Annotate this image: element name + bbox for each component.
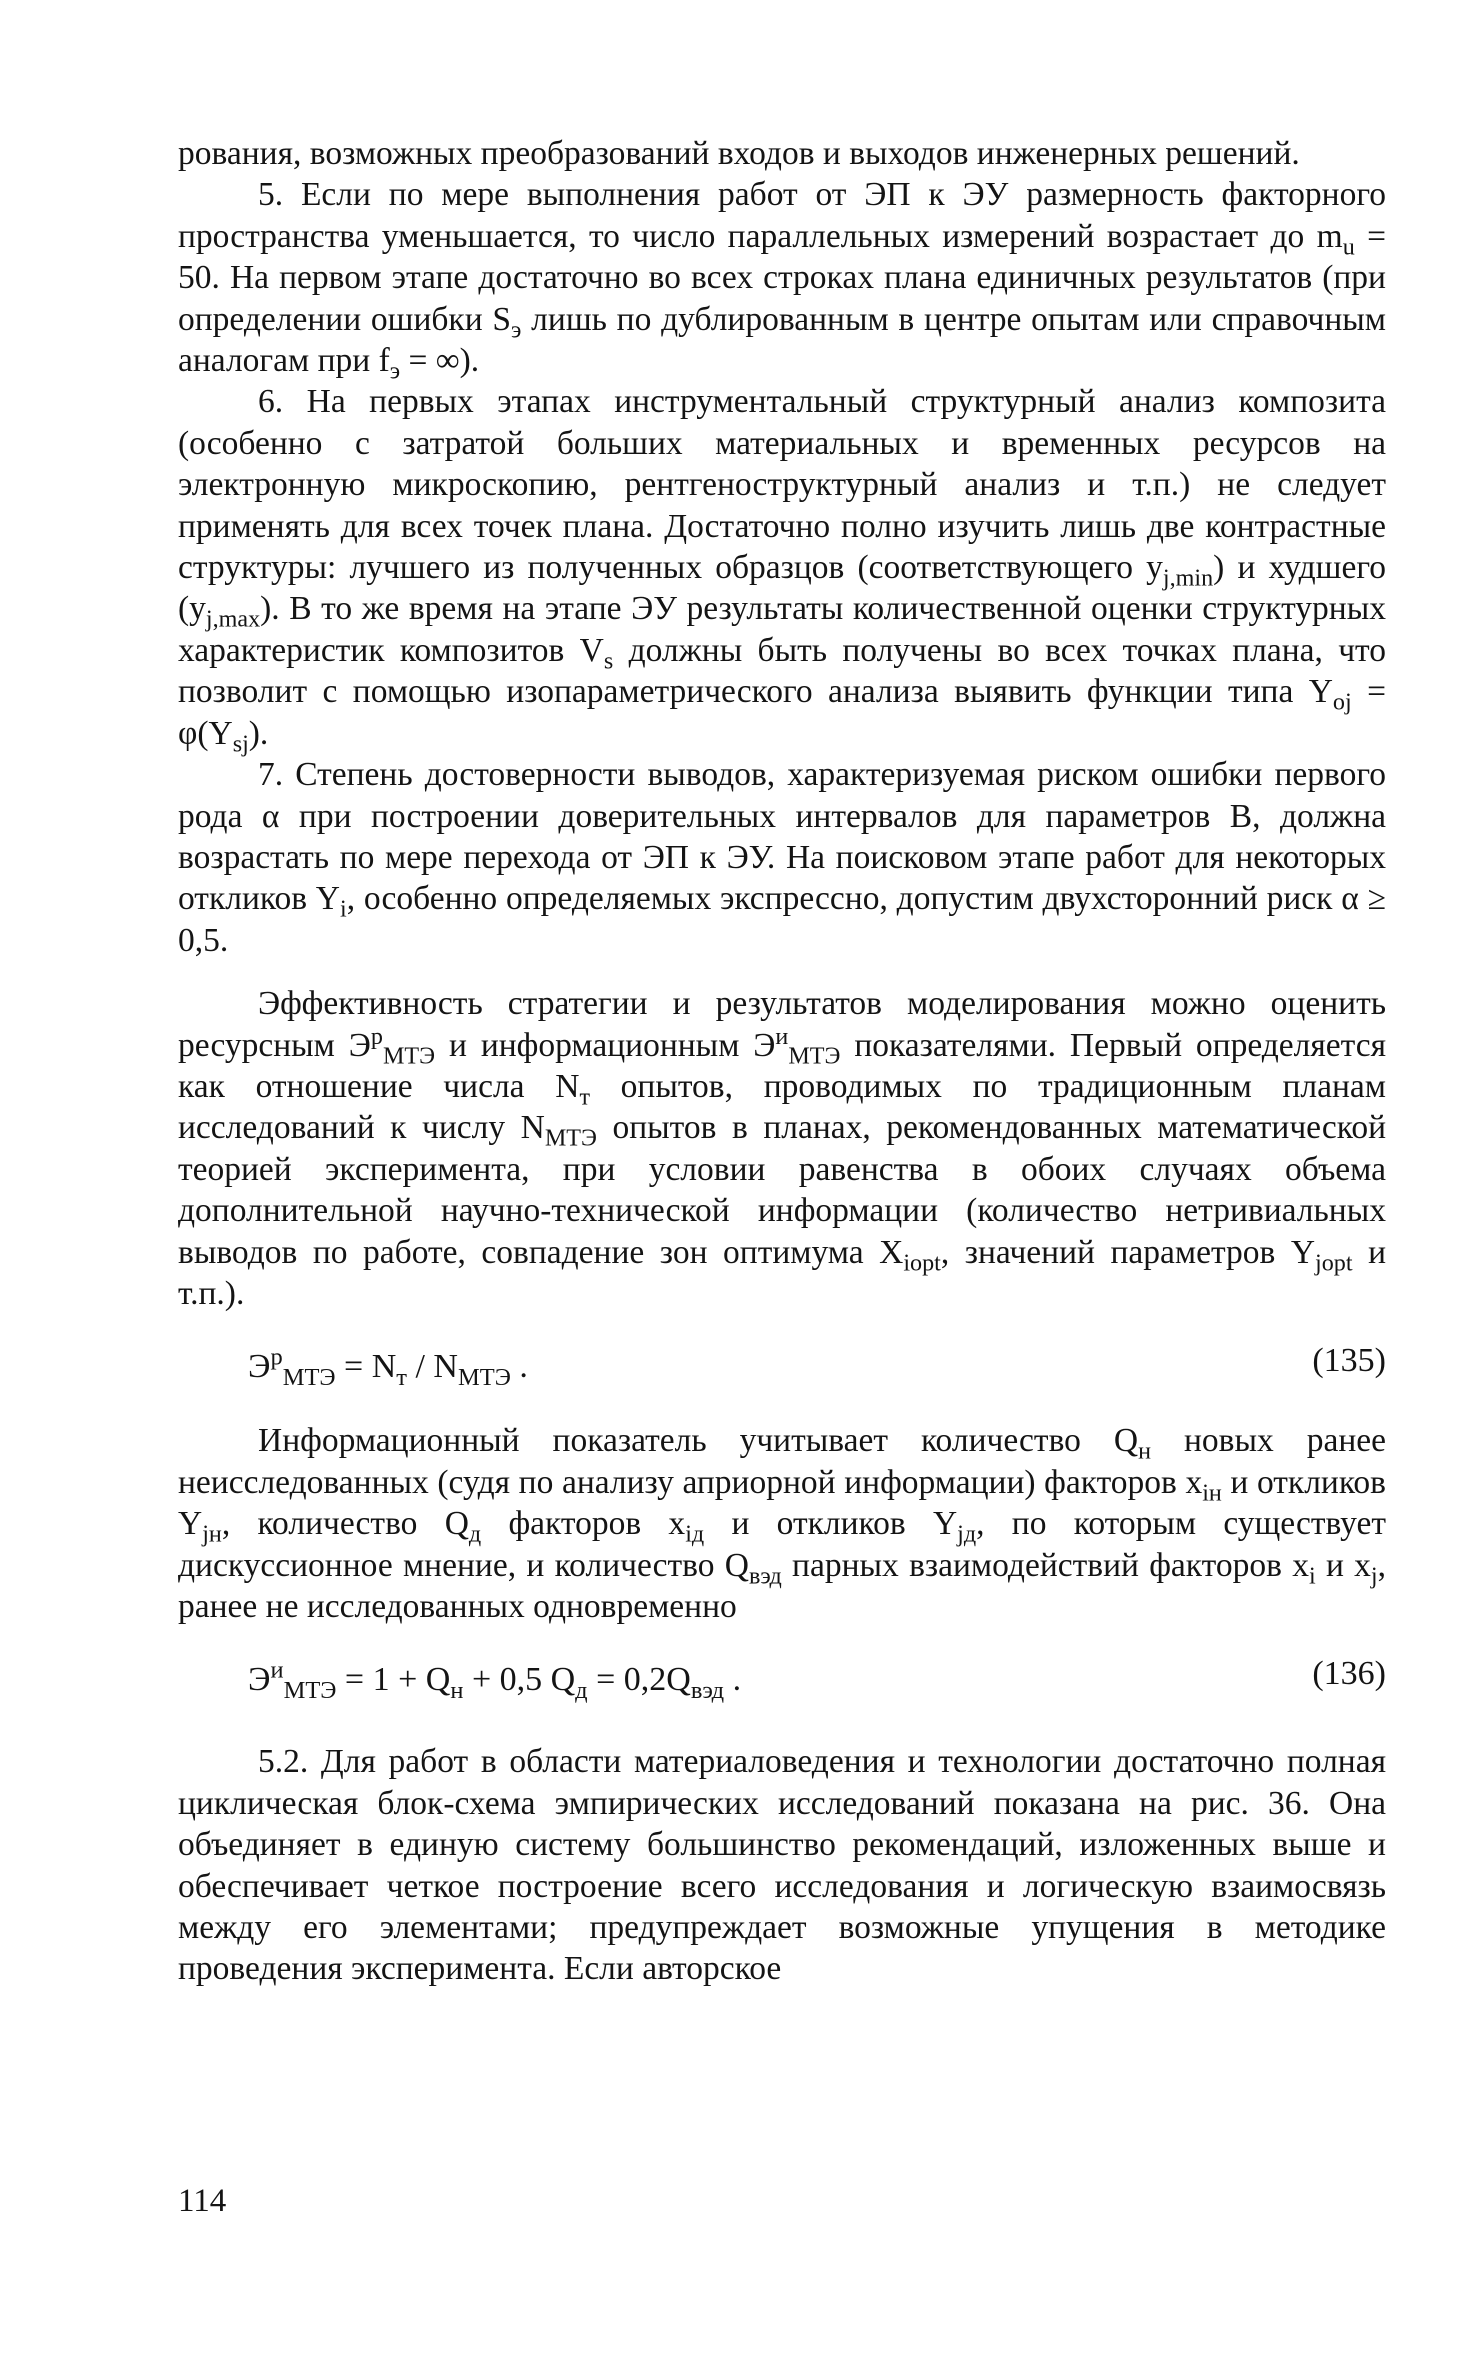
- equation-135: [178, 1332, 1386, 1398]
- equation-136: [178, 1645, 1386, 1711]
- item-7: 7. Степень достоверности выводов, характеризуемая риском ошибки первого рода α при построении доверительных интервалов для параметров B, должна возрастать по мере перехода от ЭП к ЭУ. На поисковом этапе работ для некоторых откликов $Y_i$, особенно определяемых экспрессно, допустим двухсторонний риск α ≥ 0,5.: [178, 756, 1386, 959]
- equation-135-body: $Э^р_{МТЭ} = N_т / N_{МТЭ}$ .: [248, 1344, 528, 1392]
- equation-136-number: (136): [1312, 1655, 1386, 1693]
- equation-135-number: (135): [1312, 1342, 1386, 1380]
- page-number: 114: [178, 2183, 227, 2219]
- info-paragraph: Информационный показатель учитывает количество $Q_н$ новых ранее неисследованных (судя по анализу априорной информации) факторов $x_{iн}$ и откликов $Y_{jн}$, количество $Q_д$ факторов $x_{iд}$ и откликов $Y_{jд}$, по которым существует дискуссионное мнение, и количество $Q_{вэд}$ парных взаимодействий факторов $x_i$ и $x_j$, ранее не исследованных одновременно: [178, 1422, 1387, 1625]
- equation-136-body: $Э^и_{МТЭ} = 1 + Q_н + 0,5$ $Q_д = 0,2Q_{вэд}$ .: [248, 1657, 742, 1705]
- section-5-2: 5.2. Для работ в области материаловедения и технологии достаточно полная циклическая блок-схема эмпирических исследований показана на рис. 36. Она объединяет в единую систему большинство рекомендаций, изложенных выше и обеспечивает четкое построение всего исследования и логическую взаимосвязь между его элементами; предупреждает возможные упущения в методике проведения эксперимента. Если авторское: [178, 1743, 1386, 1988]
- item-5: 5. Если по мере выполнения работ от ЭП к ЭУ размерность факторного пространства уменьшается, то число параллельных измерений возрастает до $m_u = 50$. На первом этапе достаточно во всех строках плана единичных результатов (при определении ошибки $S_э$ лишь по дублированным в центре опытам или справочным аналогам при $f_э$ = ∞).: [178, 176, 1386, 385]
- item-6: 6. На первых этапах инструментальный структурный анализ композита (особенно с затратой больших материальных и временных ресурсов на электронную микроскопию, рентгеноструктурный анализ и т.п.) не следует применять для всех точек плана. Достаточно полно изучить лишь две контрастные структуры: лучшего из полученных образцов (соответствующего $y_{j,min}$) и худшего $(y_{j,max})$. В то же время на этапе ЭУ результаты количественной оценки структурных характеристик композитов $V_s$ должны быть получены во всех точках плана, что позволит с помощью изопараметрического анализа выявить функции типа $Y_{oj} = \varphi(Y_{sj})$.: [178, 383, 1386, 758]
- paragraph-continuation: рования, возможных преобразований входов и выходов инженерных решений.: [178, 135, 1300, 172]
- body-text: [178, 133, 1386, 1990]
- efficiency-paragraph: Эффективность стратегии и результатов моделирования можно оценить ресурсным $Э^р_{МТЭ}$ и информационным $Э^и_{МТЭ}$ показателями. Первый определяется как отношение числа $N_т$ опытов, проводимых по традиционным планам исследований к числу $N_{МТЭ}$ опытов в планах, рекомендованных математической теорией эксперимента, при условии равенства в обоих случаях объема дополнительной научно-технической информации (количество нетривиальных выводов по работе, совпадение зон оптимума $X_{iopt}$, значений параметров $Y_{jopt}$ и т.п.).: [178, 985, 1387, 1312]
